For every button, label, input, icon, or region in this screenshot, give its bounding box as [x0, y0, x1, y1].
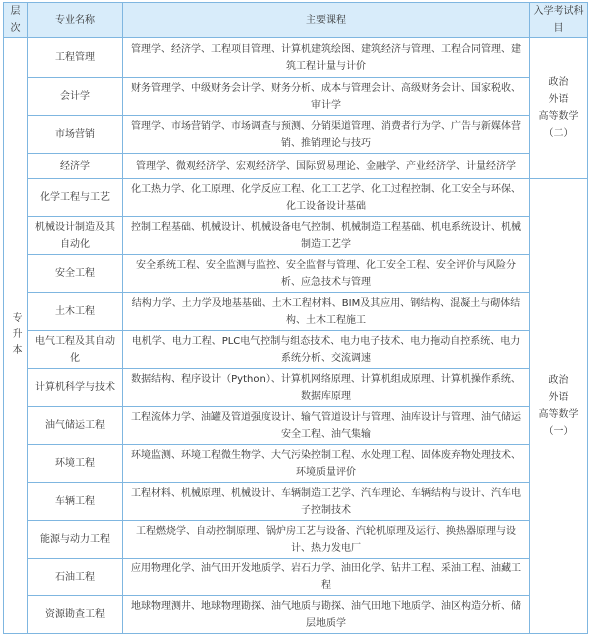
major-name: 安全工程 — [28, 255, 123, 293]
major-courses: 管理学、微观经济学、宏观经济学、国际贸易理论、金融学、产业经济学、计量经济学 — [123, 154, 530, 179]
major-courses: 应用物理化学、油气田开发地质学、岩石力学、油田化学、钻井工程、采油工程、油藏工程 — [123, 559, 530, 596]
major-courses: 地球物理测井、地球物理勘探、油气地质与勘探、油气田地下地质学、油区构造分析、储层地质学 — [123, 596, 530, 634]
major-name: 资源勘查工程 — [28, 596, 123, 634]
major-name: 经济学 — [28, 154, 123, 179]
exam-subjects-group-1 — [530, 179, 588, 634]
major-courses: 环境监测、环境工程微生物学、大气污染控制工程、水处理工程、固体废弃物处理技术、环境质量评价 — [123, 445, 530, 483]
exam-subject: 外语 — [548, 392, 569, 403]
exam-subject: （二） — [543, 128, 574, 139]
major-courses: 化工热力学、化工原理、化学反应工程、化工工艺学、化工过程控制、化工安全与环保、化工设备设计基础 — [123, 179, 530, 217]
header-level: 层次 — [4, 3, 28, 38]
major-courses: 管理学、市场营销学、市场调查与预测、分销渠道管理、消费者行为学、广告与新媒体营销、推销理论与技巧 — [123, 116, 530, 154]
major-courses: 工程燃烧学、自动控制原理、锅炉房工艺与设备、汽轮机原理及运行、换热器原理与设计、热力发电厂 — [123, 521, 530, 559]
exam-subject: 政治 — [548, 375, 569, 386]
major-name: 机械设计制造及其自动化 — [28, 217, 123, 255]
table-row — [4, 521, 588, 559]
table-row — [4, 407, 588, 445]
major-courses: 结构力学、土力学及地基基础、土木工程材料、BIM及其应用、钢结构、混凝土与砌体结构、土木工程施工 — [123, 293, 530, 331]
majors-table — [3, 2, 588, 634]
table-row — [4, 293, 588, 331]
major-name: 电气工程及其自动化 — [28, 331, 123, 369]
header-exam: 入学考试科目 — [530, 3, 588, 38]
header-major: 专业名称 — [28, 3, 123, 38]
major-name: 能源与动力工程 — [28, 521, 123, 559]
table-row — [4, 483, 588, 521]
table-row — [4, 369, 588, 407]
major-courses: 安全系统工程、安全监测与监控、安全监督与管理、化工安全工程、安全评价与风险分析、应急技术与管理 — [123, 255, 530, 293]
major-name: 会计学 — [28, 78, 123, 116]
major-courses: 工程流体力学、油罐及管道强度设计、输气管道设计与管理、油库设计与管理、油气储运安全工程、油气集输 — [123, 407, 530, 445]
exam-subject: 政治 — [548, 77, 569, 88]
table-row — [4, 154, 588, 179]
major-name: 工程管理 — [28, 38, 123, 78]
table-row — [4, 38, 588, 78]
major-name: 土木工程 — [28, 293, 123, 331]
table-row — [4, 116, 588, 154]
major-courses: 财务管理学、中级财务会计学、财务分析、成本与管理会计、高级财务会计、国家税收、审计学 — [123, 78, 530, 116]
major-name: 市场营销 — [28, 116, 123, 154]
table-row — [4, 179, 588, 217]
header-courses: 主要课程 — [123, 3, 530, 38]
exam-subject: 高等数学 — [538, 409, 579, 420]
exam-subject: 外语 — [548, 94, 569, 105]
major-courses: 数据结构、程序设计（Python）、计算机网络原理、计算机组成原理、计算机操作系统、数据库原理 — [123, 369, 530, 407]
major-courses: 管理学、经济学、工程项目管理、计算机建筑绘图、建筑经济与管理、工程合同管理、建筑工程计量与计价 — [123, 38, 530, 78]
table-row — [4, 559, 588, 596]
major-courses: 电机学、电力工程、PLC电气控制与组态技术、电力电子技术、电力拖动自控系统、电力系统分析、交流调速 — [123, 331, 530, 369]
major-courses: 控制工程基础、机械设计、机械设备电气控制、机械制造工程基础、机电系统设计、机械制造工艺学 — [123, 217, 530, 255]
table-row — [4, 217, 588, 255]
major-name: 车辆工程 — [28, 483, 123, 521]
exam-subject: 高等数学 — [538, 111, 579, 122]
major-name: 油气储运工程 — [28, 407, 123, 445]
major-name: 环境工程 — [28, 445, 123, 483]
level-cell: 专升本 — [4, 38, 28, 634]
table-row — [4, 78, 588, 116]
table-row — [4, 255, 588, 293]
major-name: 石油工程 — [28, 559, 123, 596]
major-name: 计算机科学与技术 — [28, 369, 123, 407]
major-name: 化学工程与工艺 — [28, 179, 123, 217]
exam-subject: （一） — [543, 426, 574, 437]
table-row — [4, 331, 588, 369]
table-header-row — [4, 3, 588, 38]
exam-subjects-group-2 — [530, 38, 588, 179]
major-courses: 工程材料、机械原理、机械设计、车辆制造工艺学、汽车理论、车辆结构与设计、汽车电子控制技术 — [123, 483, 530, 521]
table-row — [4, 596, 588, 634]
table-row — [4, 445, 588, 483]
